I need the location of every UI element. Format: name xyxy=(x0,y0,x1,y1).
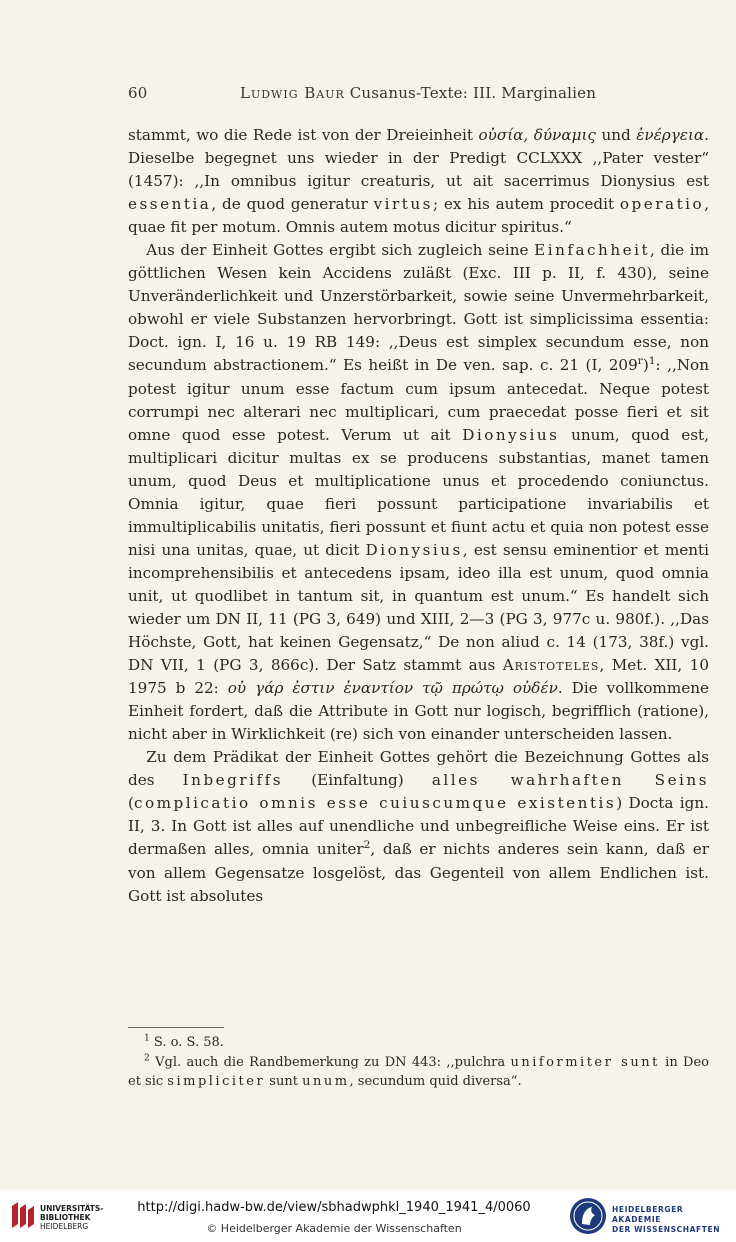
text-run: S. o. S. 58. xyxy=(149,1035,224,1050)
text-run: essentia xyxy=(128,195,212,214)
footnote-rule xyxy=(128,1027,224,1028)
text-run: sunt xyxy=(265,1074,303,1089)
text-run: ) Docta ign. II, 3. In Gott ist alles auf unendliche und unbegreifliche Weise eins. Er ist dermaßen alles, omnia uniter xyxy=(128,794,709,859)
text-run: (Einfaltung) xyxy=(283,771,432,790)
university-library-logo-icon xyxy=(10,1200,36,1230)
library-name-line-2: BIBLIOTHEK xyxy=(40,1213,91,1222)
library-name-line-1: UNIVERSITÄTS- xyxy=(40,1204,104,1213)
text-run: uniformiter sunt xyxy=(510,1054,660,1070)
text-run: : ,,Non potest igitur unum esse factum cum ipsum antecedat. Neque potest corrumpi nec alterari nec multiplicari, cum praecedat posse fieri et sit omne quod esse potest. Verum ut ait xyxy=(128,356,709,444)
text-run: unum xyxy=(302,1074,350,1089)
paragraph xyxy=(128,239,709,746)
text-run: οὐ γάρ ἐστιν ἐναντίον τῷ πρώτῳ οὐδέν xyxy=(227,679,558,698)
footnote-marker: 2 xyxy=(363,838,371,852)
text-run: ; ex his autem procedit xyxy=(432,195,620,214)
paragraph xyxy=(128,124,709,239)
header-title xyxy=(240,84,596,102)
text-run: Zu dem Prädikat der Einheit Gottes gehört die Bezeichnung Gottes als des xyxy=(128,748,709,790)
academy-seal-icon xyxy=(568,1196,608,1236)
permalink-url[interactable]: http://digi.hadw-bw.de/view/sbhadwphkl_1940_1941_4/0060 xyxy=(137,1200,531,1215)
text-run: Dionysius xyxy=(365,540,463,559)
header-work-title: Cusanus-Texte: III. Marginalien xyxy=(349,84,597,102)
copyright-notice: © Heidelberger Akademie der Wissenschaften xyxy=(206,1222,462,1235)
text-run: virtus xyxy=(373,195,433,214)
text-run: Dionysius xyxy=(462,425,560,444)
text-run: alles wahrhaften Seins xyxy=(431,771,709,790)
text-run: unum, quod est, multiplicari dicitur multas ex se producens substantias, manet tamen unum, quod Deus et multiplicatione unus et procedendo coniunctus. Omnia igitur, quae fieri possunt participatione invariabilis et immultiplicabilis unitatis, fieri possunt et fiunt actu et quia non potest esse nisi una unitas, quae, ut dicit xyxy=(128,425,709,559)
footnotes xyxy=(128,1033,709,1092)
body-text xyxy=(128,124,709,908)
text-run: , est sensu eminentior et menti incomprehensibilis et antecedens ipsam, ideo illa est unum, quod omnia unit, ut quodlibet in tantum sit, in quantum est unum.“ Es handelt sich wieder um DN II, 11 (PG 3, 649) und XIII, 2—3 (PG 3, 977c u. 980f.). ,,Das Höchste, Gott, hat keinen Gegensatz,“ De non aliud c. 14 (173, 38f.) vgl. DN VII, 1 (PG 3, 866c). Der Satz stammt aus xyxy=(128,540,709,675)
text-run: simpliciter xyxy=(167,1074,266,1089)
page-number: 60 xyxy=(128,84,148,102)
footnote xyxy=(128,1033,709,1053)
text-run: οὐσία, δύναμις xyxy=(478,126,596,144)
text-run: ἐνέργεια xyxy=(636,126,705,144)
text-run: Inbegriffs xyxy=(182,771,284,790)
text-run: und xyxy=(595,126,637,144)
text-run: , die im göttlichen Wesen kein Accidens zuläßt (Exc. III p. II, f. 430), seine Unveränderlichkeit und Unzerstörbarkeit, sowie seine Unvermehrbarkeit, obwohl er viele Substanzen hervorbringt. Gott ist simplicissima essentia: Doct. ign. I, 16 u. 19 RB 149: ,,Deus est simplex secundum esse, non secundum abstractionem.“ Es heißt in De ven. sap. c. 21 (I, 209 xyxy=(128,241,709,375)
text-run: ) xyxy=(642,356,649,375)
text-run: , de quod generatur xyxy=(211,195,374,214)
academy-name-line-2: DER WISSENSCHAFTEN xyxy=(612,1225,721,1234)
viewer-footer xyxy=(0,1190,736,1242)
text-run: , Met. XII, 10 1975 b 22: xyxy=(128,656,709,698)
paragraph xyxy=(128,746,709,907)
academy-name-line-1: HEIDELBERGER AKADEMIE xyxy=(612,1205,684,1224)
footnote-marker: 1 xyxy=(648,354,656,368)
text-run: . Die vollkommene Einheit fordert, daß die Attribute in Gott nur logisch, begrifflich (ratione), nicht aber in Wirklichkeit (re) sich von einander unterscheiden lassen. xyxy=(128,679,709,744)
library-name xyxy=(40,1204,120,1231)
text-run: in Deo et sic xyxy=(128,1054,709,1089)
text-run: stammt, wo die Rede ist von der Dreieinheit xyxy=(128,126,479,144)
footnote-marker: 2 xyxy=(144,1053,150,1064)
text-run: , daß er nichts anderes sein kann, daß er von allem Gegensatze losgelöst, das Gegenteil von allem Endlichen ist. Gott ist absolutes xyxy=(128,840,709,905)
text-run: Aus der Einheit Gottes ergibt sich zugleich seine xyxy=(146,241,535,260)
library-city: HEIDELBERG xyxy=(40,1222,89,1231)
header-author: Ludwig Baur xyxy=(240,84,345,102)
text-run: , quae fit per motum. Omnis autem motus dicitur spiritus.“ xyxy=(128,195,710,237)
text-run: ( xyxy=(128,794,134,813)
text-run: Einfachheit xyxy=(534,241,651,260)
footnote-marker: r xyxy=(637,354,643,368)
text-run: complicatio omnis esse cuiuscumque existentis xyxy=(133,794,617,813)
text-run: . Dieselbe begegnet uns wieder in der Predigt CCLXXX ,,Pater vester“ (1457): ,,In omnibus igitur creaturis, ut ait sacerrimus Dionysius est xyxy=(128,126,709,191)
text-run: , secundum quid diversa“. xyxy=(349,1074,522,1089)
academy-name xyxy=(612,1205,732,1235)
text-run: Vgl. auch die Randbemerkung zu DN 443: ,,pulchra xyxy=(149,1054,511,1070)
footnote xyxy=(128,1053,709,1092)
text-run: Aristoteles xyxy=(502,656,600,675)
text-run: operatio xyxy=(619,195,705,214)
footnote-marker: 1 xyxy=(144,1033,150,1044)
